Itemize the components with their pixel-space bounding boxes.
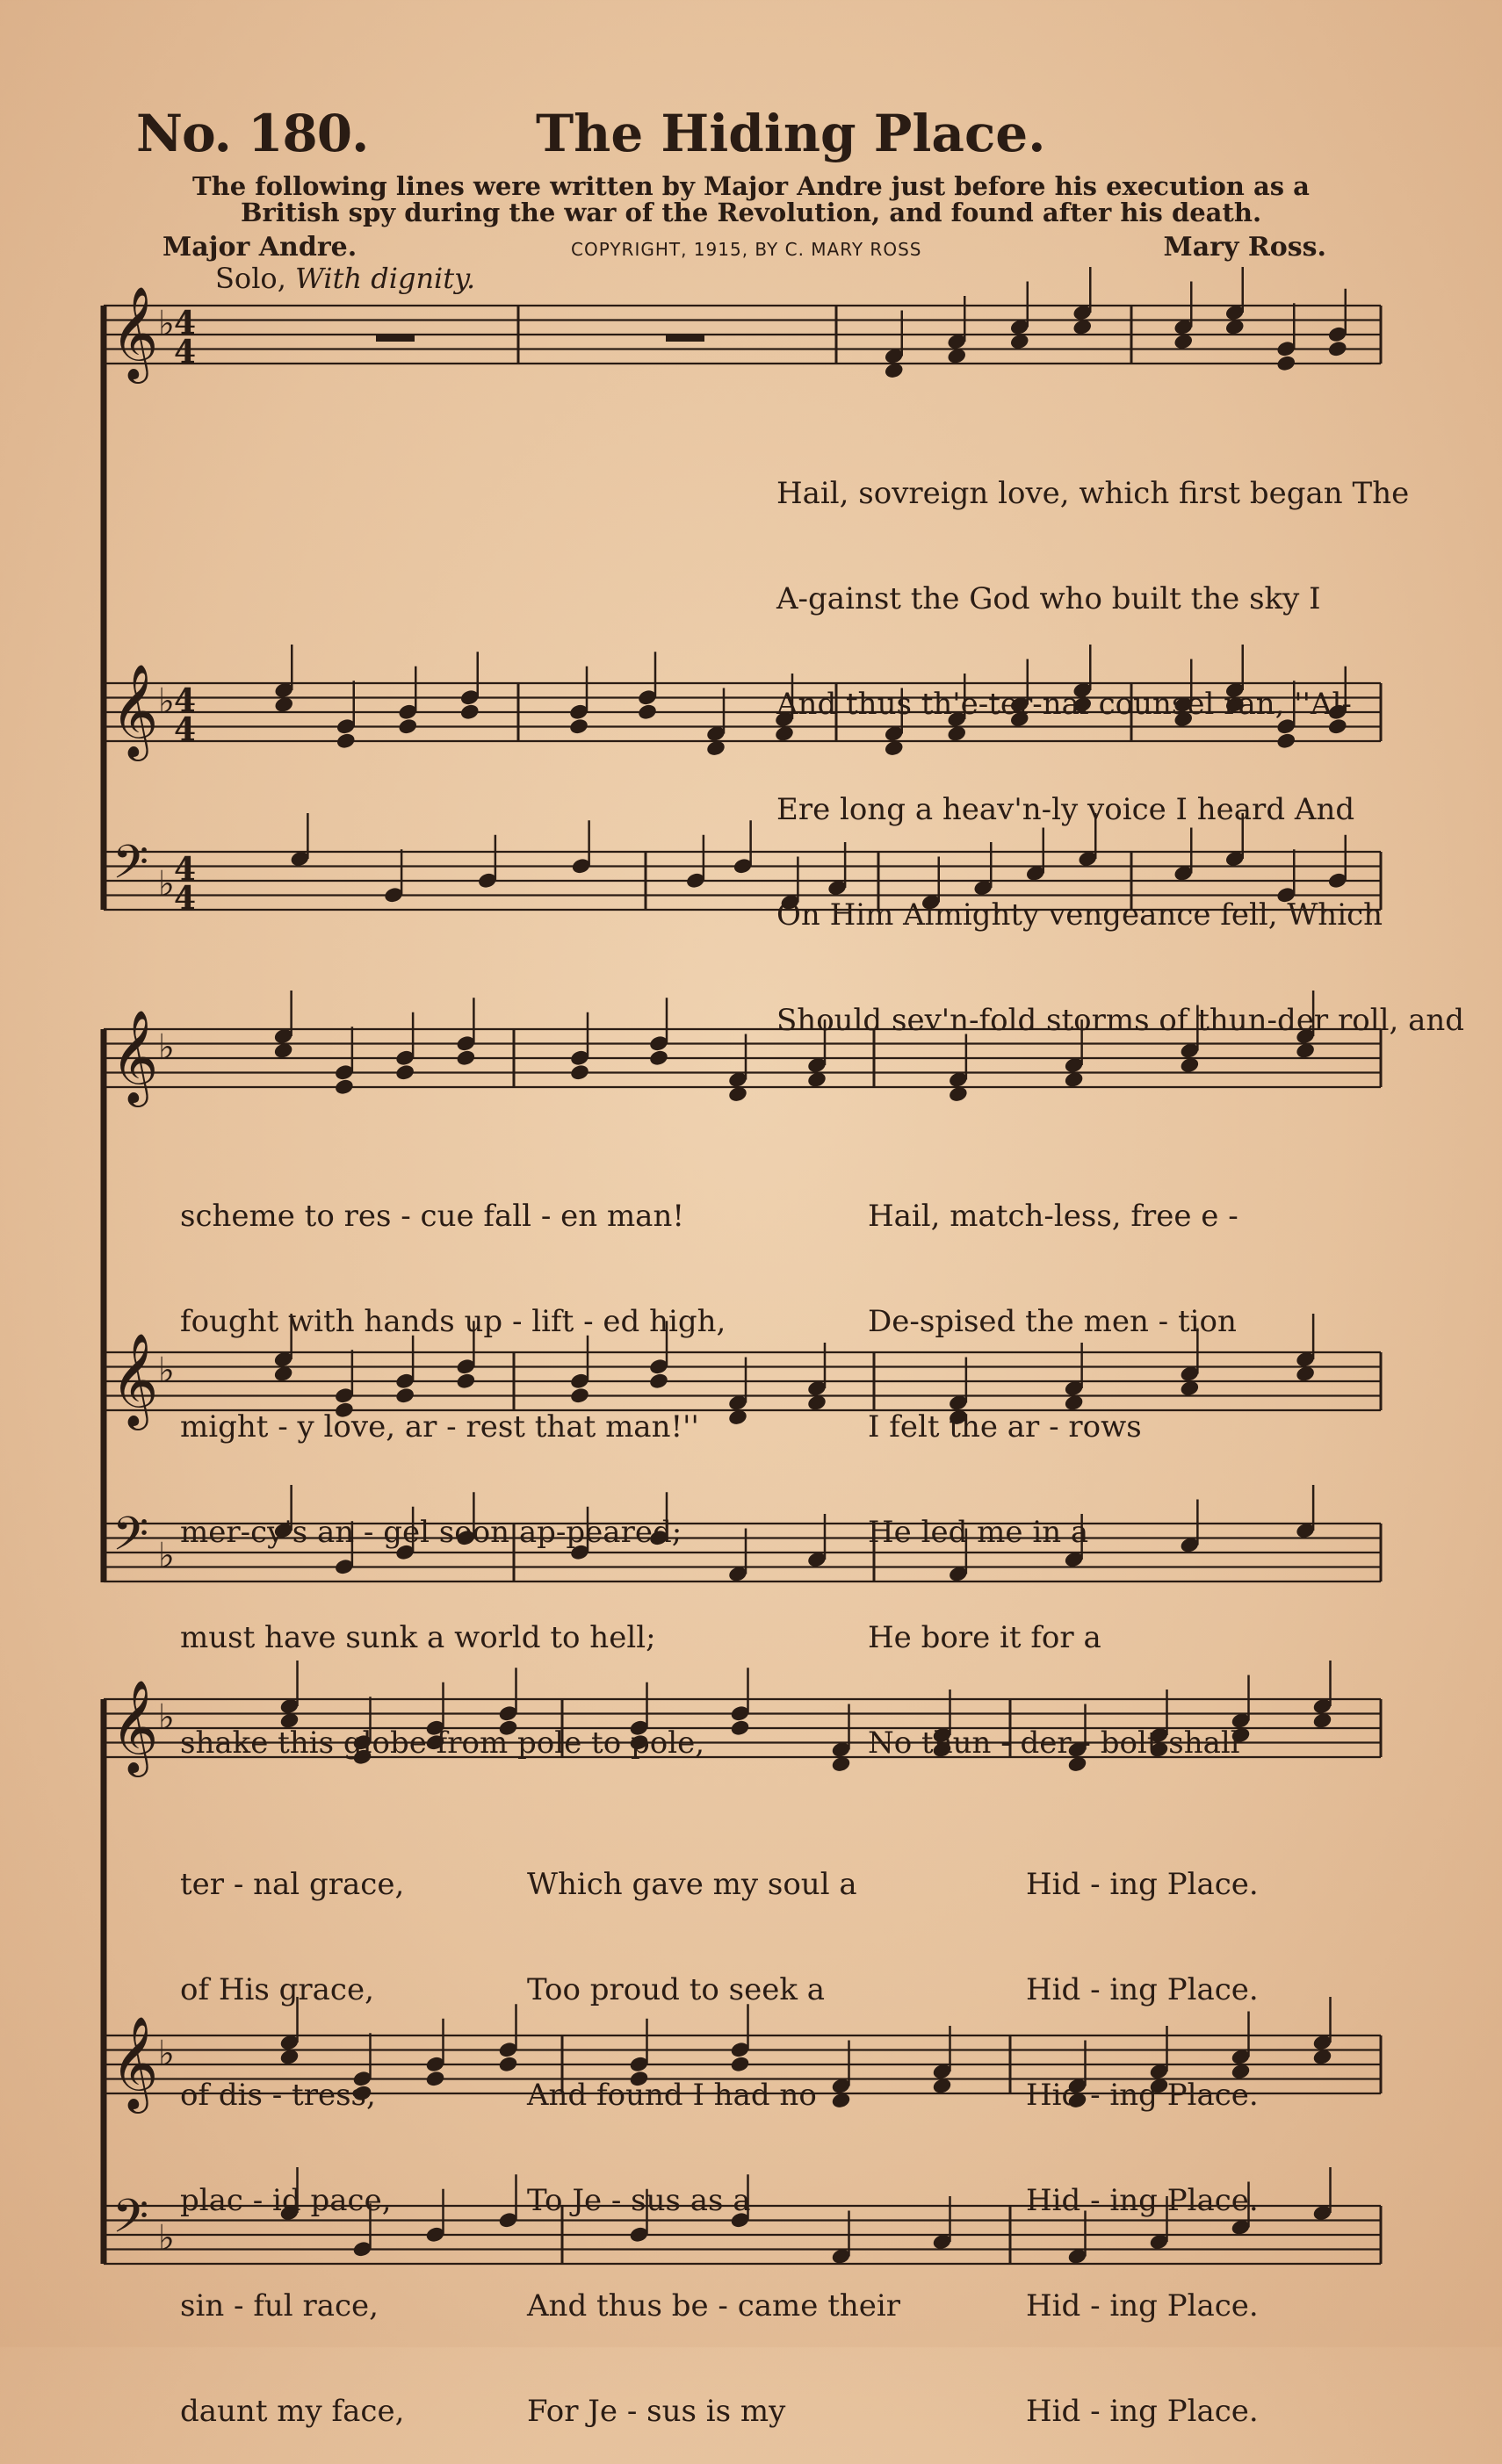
composer: Mary Ross. (1163, 232, 1326, 263)
history-note-line-2: British spy during the war of the Revolution, and found after his death. (240, 198, 1262, 227)
hymn-number: No. 180. (136, 104, 369, 163)
time-signature-bottom: 4 (174, 880, 197, 917)
flat-icon: ♭ (158, 681, 175, 722)
note-head (569, 1063, 590, 1082)
lyric-line: fought with hands up - lift - ed high, (180, 1304, 726, 1339)
lyric-line: must have sunk a world to hell; (180, 1620, 656, 1655)
lyric-line: mer-cy's an - gel soon ap-peared; (180, 1515, 682, 1550)
lyric-line: Hid - ing Place. (1026, 2078, 1259, 2113)
lyric-line: sin - ful race, (180, 2288, 379, 2324)
lyric-line: Hid - ing Place. (1026, 1972, 1259, 2007)
note-head (455, 1048, 476, 1067)
bass-clef-icon: 𝄢 (112, 1508, 149, 1573)
lyric-line: Hid - ing Place. (1026, 2288, 1259, 2324)
flat-icon: ♭ (158, 1536, 175, 1576)
note-head (334, 1077, 355, 1096)
treble-clef-icon: 𝄞 (111, 285, 159, 379)
lyric-line: To Je - sus as a (527, 2183, 751, 2218)
note-head (336, 731, 357, 750)
flat-icon: ♭ (158, 2218, 175, 2259)
whole-rest-icon (376, 334, 415, 342)
lyricist: Major Andre. (162, 232, 357, 263)
flat-icon: ♭ (158, 864, 175, 904)
note-head (637, 702, 658, 721)
lyric-line: And thus be - came their (527, 2288, 901, 2324)
time-signature-top: 4 (174, 682, 197, 719)
lyric-line: Too proud to seek a (527, 1972, 826, 2007)
time-signature-top: 4 (174, 305, 197, 342)
flat-icon: ♭ (158, 1027, 175, 1068)
flat-icon: ♭ (158, 1351, 175, 1391)
note-head (1275, 354, 1296, 372)
lyric-line: And found I had no (527, 2078, 817, 2113)
lyric-line: ter - nal grace, (180, 1867, 405, 1902)
lyric-line: Should sev'n-fold storms of thun-der roll, and (776, 1003, 1465, 1038)
lyric-line: Hail, match-less, free e - (868, 1199, 1238, 1234)
lyrics-verse-block-3-b (527, 1797, 900, 2464)
lyric-line: might - y love, ar - rest that man!'' (180, 1409, 699, 1445)
lyric-line: And thus th'e-ter-nal counsel ran, ''Al- (776, 687, 1352, 722)
hymn-title: The Hiding Place. (536, 104, 1046, 163)
history-note-line-1: The following lines were written by Major Andre just before his execution as a (192, 171, 1310, 201)
note-head (425, 2070, 446, 2088)
lyrics-verse-block-1 (776, 406, 1464, 1073)
time-signature-top: 4 (174, 851, 197, 888)
note-head (394, 1063, 415, 1082)
lyrics-verse-block-2-right (868, 1128, 1240, 1796)
lyrics-verse-block-3-c (1026, 1797, 1259, 2464)
note-head (648, 1048, 669, 1067)
lyrics-verse-block-2-left (180, 1128, 726, 1796)
lyric-line: Which gave my soul a (527, 1867, 857, 1902)
solo-label: Solo, (215, 262, 286, 295)
flat-icon: ♭ (158, 304, 175, 344)
lyric-line: scheme to res - cue fall - en man! (180, 1199, 685, 1234)
lyrics-verse-block-3-a (180, 1797, 404, 2464)
treble-clef-icon: 𝄞 (111, 1332, 159, 1426)
expression-label: With dignity. (295, 262, 476, 295)
lyric-line: He bore it for a (868, 1620, 1101, 1655)
bass-clef-icon: 𝄢 (112, 2190, 149, 2255)
treble-clef-icon: 𝄞 (111, 1679, 159, 1773)
note-head (459, 702, 480, 721)
flat-icon: ♭ (158, 2034, 175, 2074)
lyric-line: Hid - ing Place. (1026, 2183, 1259, 2218)
lyric-line: De-spised the men - tion (868, 1304, 1237, 1339)
lyric-line: I felt the ar - rows (868, 1409, 1142, 1445)
lyric-line: Ere long a heav'n-ly voice I heard And (776, 792, 1355, 827)
lyric-line: A-gainst the God who built the sky I (776, 581, 1321, 616)
treble-clef-icon: 𝄞 (111, 2015, 159, 2109)
bass-clef-icon: 𝄢 (112, 836, 149, 901)
lyric-line: plac - id pace, (180, 2183, 392, 2218)
lyric-line: Hid - ing Place. (1026, 2394, 1259, 2429)
treble-clef-icon: 𝄞 (111, 1009, 159, 1103)
lyric-line: He led me in a (868, 1515, 1089, 1550)
note-head (1327, 340, 1348, 358)
lyric-line: of His grace, (180, 1972, 374, 2007)
lyric-line: On Him Almighty vengeance fell, Which (776, 897, 1383, 933)
note-head (498, 2055, 519, 2073)
time-signature-bottom: 4 (174, 711, 197, 748)
copyright-notice: COPYRIGHT, 1915, BY C. MARY ROSS (571, 239, 922, 260)
treble-clef-icon: 𝄞 (111, 663, 159, 757)
lyric-line: daunt my face, (180, 2394, 405, 2429)
lyric-line: of dis - tress, (180, 2078, 376, 2113)
time-signature-bottom: 4 (174, 334, 197, 371)
note-head (730, 1718, 751, 1737)
note-head (568, 717, 589, 736)
lyric-line: For Je - sus is my (527, 2394, 786, 2429)
lyric-line: shake this globe from pole to pole, (180, 1726, 705, 1761)
whole-rest-icon (666, 334, 704, 342)
lyric-line: Hail, sovreign love, which first began The (776, 476, 1410, 511)
note-head (397, 717, 418, 736)
lyric-line: Hid - ing Place. (1026, 1867, 1259, 1902)
lyric-line: No thun - der - bolt shall (868, 1726, 1240, 1761)
flat-icon: ♭ (158, 1697, 175, 1738)
